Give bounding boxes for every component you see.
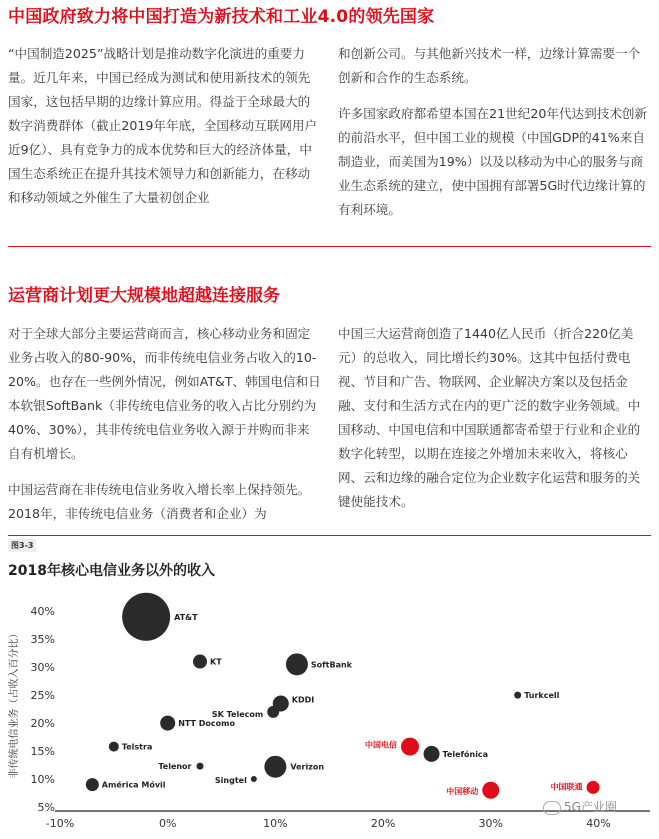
data-point-label: 中国联通 (550, 782, 583, 792)
data-point-label: SK Telecom (211, 709, 264, 719)
data-point-label: Turkcell (524, 691, 560, 701)
data-point-bubble (267, 706, 279, 718)
section1-right-column (338, 42, 652, 234)
data-point-bubble (160, 716, 175, 731)
data-point-label: Verizon (290, 762, 325, 772)
data-point-bubble (514, 692, 521, 699)
x-tick-label: 40% (586, 817, 611, 830)
x-tick-label: 0% (158, 817, 177, 830)
paragraph: 和创新公司。与其他新兴技术一样，边缘计算需要一个创新和合作的生态系统。 (338, 46, 641, 85)
data-point-label: 中国电信 (365, 740, 397, 750)
data-point-bubble (482, 782, 499, 799)
x-tick-label: -10% (45, 817, 75, 830)
paragraph: 对于全球大部分主要运营商而言，核心移动业务和固定业务占收入的80-90%，而非传统电信业务占收入的10-20%。也存在一些例外情况，例如AT&T、韩国电信和日本软银SoftBank（非传统电信业务的收入占比分别约为40%、30%），其非传统电信业务收入源于并购而非来自有机增长。 (8, 326, 321, 461)
data-point-label: 中国移动 (446, 787, 479, 797)
data-point-bubble (86, 778, 99, 791)
y-tick-label: 20% (30, 717, 55, 731)
watermark (543, 798, 617, 815)
data-point-bubble (197, 763, 204, 770)
data-point-label: Telenor (158, 762, 192, 772)
y-axis-label: 非传统电信业务（占收入百分比） (9, 628, 20, 779)
figure-tag: 图3-3 (8, 539, 36, 552)
wechat-icon (543, 801, 561, 815)
x-tick-label: 10% (263, 817, 288, 830)
data-point-bubble (193, 655, 207, 669)
data-point-label: Telstra (121, 742, 153, 752)
x-tick-label: 20% (370, 817, 396, 830)
figure-divider (8, 535, 651, 536)
section2-right-column (338, 322, 652, 526)
section-heading-2: 运营商计划更大规模地超越连接服务 (8, 286, 280, 306)
paragraph: 中国三大运营商创造了1440亿人民币（折合220亿美元）的总收入，同比增长约30%。这其中包括付费电视、节目和广告、物联网、企业解决方案以及包括金融、支付和生活方式在内的更广泛的数字业务领域。中国移动、中国电信和中国联通都寄希望于行业和企业的数字化转型，以期在连接之外增加未来收入，将核心网、云和边缘的融合定位为企业数字化运营和服务的关键使能技术。 (338, 326, 641, 509)
data-point-label: Singtel (214, 776, 247, 786)
data-point-bubble (264, 756, 286, 778)
data-point-label: KDDI (291, 695, 315, 705)
watermark-text: 5G产业圈 (564, 800, 617, 814)
data-point-label: KT (210, 657, 222, 667)
data-point-bubble (587, 781, 600, 794)
section-divider (8, 246, 651, 247)
data-point-label: AT&T (174, 612, 198, 622)
data-point-bubble (251, 776, 257, 782)
paragraph: 许多国家政府都希望本国在21世纪20年代达到技术创新的前沿水平，但中国工业的规模（中国GDP的41%来自制造业，而美国为19%）以及以移动为中心的服务与商业生态系统的建立，使中国拥有部署5G时代边缘计算的有利环境。 (338, 106, 648, 217)
y-tick-label: 5% (37, 801, 55, 814)
data-point-bubble (122, 593, 170, 641)
data-point-bubble (424, 746, 440, 762)
y-tick-label: 40% (30, 605, 55, 619)
data-point-label: NTT Docomo (178, 719, 235, 729)
x-tick-label: 30% (478, 817, 503, 830)
y-tick-label: 25% (30, 689, 55, 703)
paragraph: 中国运营商在非传统电信业务收入增长率上保持领先。2018年，非传统电信业务（消费者和企业）为 (8, 482, 311, 521)
section-heading-1: 中国政府致力将中国打造为新技术和工业4.0的领先国家 (8, 7, 435, 27)
data-point-bubble (109, 742, 119, 752)
y-tick-label: 15% (30, 745, 55, 759)
data-point-label: América Móvil (101, 780, 166, 790)
chart-title: 2018年核心电信业务以外的收入 (8, 563, 215, 579)
data-point-bubble (401, 738, 419, 756)
y-tick-label: 35% (30, 633, 55, 647)
data-point-bubble (286, 653, 308, 675)
y-tick-label: 10% (30, 773, 55, 787)
section2-left-column (8, 322, 322, 538)
data-point-label: Telefónica (442, 749, 489, 759)
section1-left-column (8, 42, 322, 222)
paragraph: “中国制造2025”战略计划是推动数字化演进的重要力量。近几年来，中国已经成为测试和使用新技术的领先国家，这包括早期的边缘计算应用。得益于全球最大的数字消费群体（截止2019年年底，全国移动互联网用户近9亿）、具有竞争力的成本优势和巨大的经济体量，中国生态系统正在提升其技术领导力和创新能力，在移动和移动领域之外催生了大量初创企业 (8, 46, 318, 205)
y-tick-label: 30% (30, 661, 55, 675)
data-point-label: SoftBank (310, 660, 353, 670)
